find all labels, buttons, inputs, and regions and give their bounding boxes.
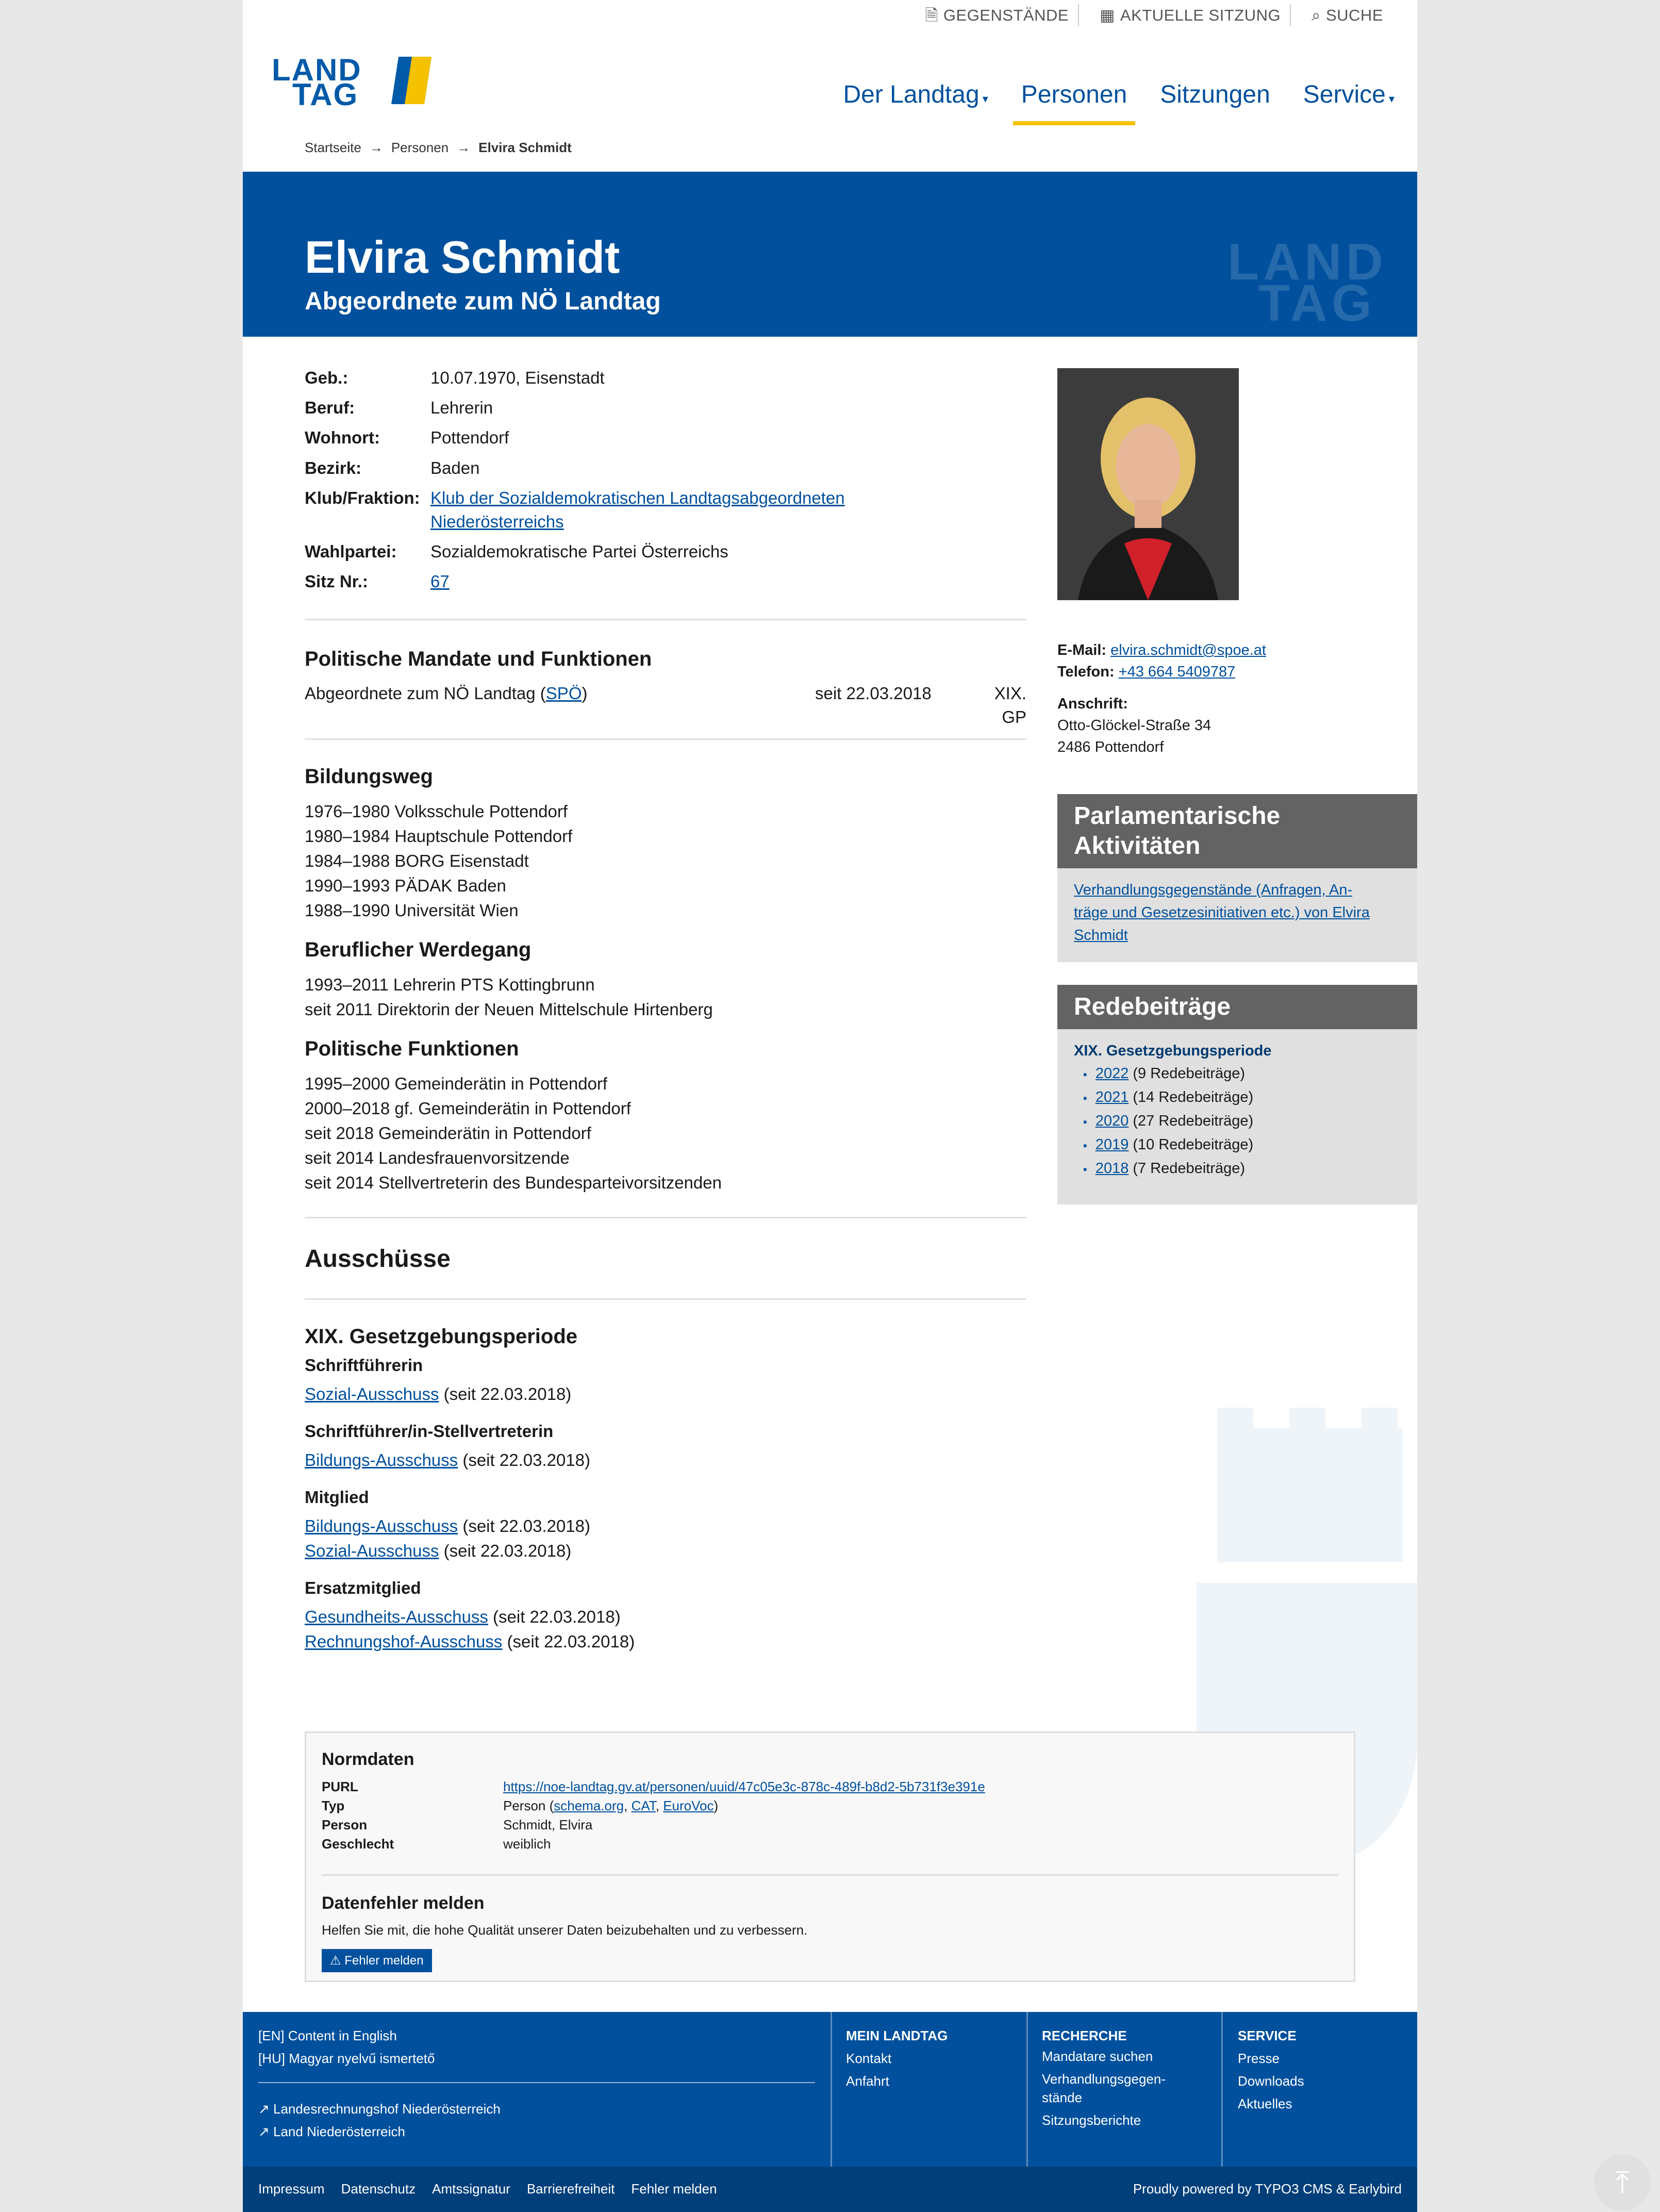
footer-link[interactable]: Mandatare suchen: [1042, 2049, 1153, 2064]
footer-divider: [1221, 2012, 1223, 2167]
email-link[interactable]: elvira.schmidt@spoe.at: [1110, 642, 1266, 658]
page-subtitle: Abgeordnete zum NÖ Landtag: [305, 288, 661, 315]
divider: [258, 2082, 815, 2083]
search-icon: ⌕: [1312, 6, 1321, 24]
arrow-up-icon: ⤒: [1615, 2165, 1630, 2200]
speech-year-item: ▪ 2022 (9 Redebeiträge): [1083, 1062, 1401, 1086]
committee-entry: Sozial-Ausschuss (seit 22.03.2018): [305, 1541, 572, 1560]
info-row-job: Beruf: Lehrerin: [305, 398, 493, 418]
education-item: 1980–1984 Hauptschule Pottendorf: [305, 827, 573, 846]
eurovoc-link[interactable]: EuroVoc: [663, 1797, 714, 1813]
utility-bar: [925, 4, 1392, 26]
portrait-illustration: [1057, 368, 1239, 600]
party-link[interactable]: SPÖ: [545, 684, 582, 703]
committee-role: Mitglied: [305, 1488, 369, 1507]
normdata-panel: [305, 1731, 1355, 1982]
section-title: Ausschüsse: [305, 1245, 451, 1273]
activities-title: Parlamentarische Aktivitäten: [1057, 794, 1417, 868]
footer-link[interactable]: Downloads: [1238, 2073, 1304, 2089]
section-title: Politische Mandate und Funktionen: [305, 648, 652, 670]
footer-divider: [1026, 2012, 1028, 2167]
topbar-current-session-link[interactable]: ▦ AKTUELLE SITZUNG: [1100, 4, 1291, 26]
functions-section: [305, 1034, 1026, 1195]
speeches-box: [1057, 985, 1417, 1204]
speeches-year-list: [1083, 1062, 1401, 1181]
logo-emblem-icon: [391, 57, 431, 104]
speech-year-item: ▪ 2020 (27 Redebeiträge): [1083, 1110, 1401, 1133]
error-report-title: Datenfehler melden: [322, 1893, 485, 1913]
footer-lang-en[interactable]: [EN] Content in English: [258, 2028, 397, 2043]
report-error-button[interactable]: ⚠ Fehler melden: [322, 1949, 432, 1973]
function-item: 1995–2000 Gemeinderätin in Pottendorf: [305, 1074, 608, 1093]
committee-role: Ersatzmitglied: [305, 1578, 421, 1597]
logo-text-tag: TAG: [292, 77, 359, 112]
committee-entry: Bildungs-Ausschuss (seit 22.03.2018): [305, 1516, 590, 1536]
divider: [305, 1298, 1026, 1300]
warning-icon: ⚠: [330, 1953, 345, 1968]
calendar-icon: ▦: [1100, 6, 1115, 24]
main-navigation: [843, 77, 1395, 123]
info-row-residence: Wohnort: Pottendorf: [305, 428, 509, 448]
info-row-birth: Geb.: 10.07.1970, Eisenstadt: [305, 368, 605, 387]
footer-lang-hu[interactable]: [HU] Magyar nyelvű ismertető: [258, 2051, 435, 2066]
breadcrumb-home[interactable]: Startseite: [305, 140, 361, 155]
divider: [305, 1217, 1026, 1218]
page-title: Elvira Schmidt: [305, 232, 620, 283]
committee-period: XIX. Gesetzgebungsperiode: [305, 1325, 578, 1348]
speech-year-item: ▪ 2021 (14 Redebeiträge): [1083, 1086, 1401, 1110]
committee-entry: Rechnungshof-Ausschuss (seit 22.03.2018): [305, 1632, 635, 1651]
legal-link[interactable]: Fehler melden: [631, 2181, 717, 2197]
section-title: Bildungsweg: [305, 765, 433, 788]
error-report-text: Helfen Sie mit, die hohe Qualität unserer Daten beizubehalten und zu verbessern.: [322, 1922, 808, 1938]
committees-section: [305, 1322, 1026, 1654]
legal-links: [258, 2180, 717, 2198]
footer-link[interactable]: Presse: [1238, 2051, 1280, 2066]
phone-link[interactable]: +43 664 5409787: [1118, 664, 1236, 681]
footer-ext-land[interactable]: ↗ Land Niederösterreich: [258, 2124, 405, 2139]
purl-link[interactable]: https://noe-landtag.gv.at/personen/uuid/47c05e3c-878c-489f-b8d2-5b731f3e391e: [503, 1778, 985, 1794]
info-row-seat: Sitz Nr.: 67: [305, 570, 1026, 593]
page: [243, 0, 1417, 2212]
function-item: seit 2018 Gemeinderätin in Pottendorf: [305, 1124, 591, 1143]
footer-links: [258, 2024, 820, 2143]
speeches-content: [1057, 1029, 1417, 1191]
education-item: 1990–1993 PÄDAK Baden: [305, 876, 506, 895]
mandates-section: [305, 645, 1026, 729]
external-link-icon: ↗: [258, 2124, 274, 2139]
speech-year-item: ▪ 2018 (7 Redebeiträge): [1083, 1157, 1401, 1181]
function-item: 2000–2018 gf. Gemeinderätin in Pottendorf: [305, 1099, 631, 1118]
footer-divider: [831, 2012, 832, 2167]
function-item: seit 2014 Stellvertreterin des Bundesparteivorsitzenden: [305, 1173, 722, 1192]
committee-entry: Bildungs-Ausschuss (seit 22.03.2018): [305, 1450, 590, 1470]
normdata-row-gender: Geschlecht weiblich: [322, 1836, 551, 1852]
legal-link[interactable]: Amtssignatur: [432, 2181, 510, 2197]
logo-text-land: LAND: [272, 53, 362, 87]
caret-down-icon: ▾: [1385, 92, 1395, 105]
committee-entry: Gesundheits-Ausschuss (seit 22.03.2018): [305, 1607, 621, 1626]
cat-link[interactable]: CAT: [631, 1797, 656, 1813]
person-info: [305, 366, 1026, 600]
section-title: Beruflicher Werdegang: [305, 938, 532, 961]
nav-personen[interactable]: Personen: [1021, 77, 1127, 123]
education-item: 1988–1990 Universität Wien: [305, 901, 519, 920]
activities-content: [1057, 868, 1417, 962]
breadcrumb-current: Elvira Schmidt: [478, 140, 572, 155]
caret-down-icon: ▾: [979, 92, 988, 105]
topbar-subjects-link[interactable]: 🗎 GEGENSTÄNDE: [925, 4, 1079, 26]
career-section: [305, 935, 1026, 1022]
seat-link[interactable]: 67: [430, 572, 450, 591]
footer-col-recherche: RECHERCHE Mandatare suchen Verhandlungsgegen- stände Sitzungsberichte: [1042, 2024, 1166, 2130]
club-link[interactable]: Klub der Sozialdemokratischen Landtagsabgeordneten Niederösterreichs: [430, 488, 845, 531]
external-link-icon: ↗: [258, 2101, 274, 2117]
footer-bottom-bar: [243, 2167, 1417, 2212]
activities-box: [1057, 794, 1417, 962]
breadcrumb-persons[interactable]: Personen: [391, 140, 449, 155]
contact-block: E-Mail: elvira.schmidt@spoe.at Telefon: +43 664 5409787 Anschrift: Otto-Glöckel-Straße 34 2486 Pottendorf: [1057, 639, 1266, 758]
committee-role: Schriftführerin: [305, 1356, 423, 1375]
speech-year-item: ▪ 2019 (10 Redebeiträge): [1083, 1133, 1401, 1157]
career-item: seit 2011 Direktorin der Neuen Mittelschule Hirtenberg: [305, 1000, 713, 1019]
normdata-row-type: Typ Person (schema.org, CAT, EuroVoc): [322, 1797, 719, 1813]
arrow-right-icon: →: [457, 140, 471, 155]
document-icon: 🗎: [925, 6, 938, 24]
mandate-row: Abgeordnete zum NÖ Landtag (SPÖ) seit 22.03.2018 XIX. GP: [305, 684, 1026, 727]
legal-link[interactable]: Barrierefreiheit: [526, 2181, 615, 2197]
divider: [322, 1874, 1338, 1876]
committee-entry: Sozial-Ausschuss (seit 22.03.2018): [305, 1384, 572, 1404]
breadcrumb: [305, 138, 572, 157]
education-section: [305, 762, 1026, 923]
address-city: 2486 Pottendorf: [1057, 739, 1164, 756]
schema-org-link[interactable]: schema.org: [554, 1797, 624, 1813]
divider: [305, 619, 1026, 620]
landtag-logo[interactable]: [272, 53, 431, 112]
normdata-title: Normdaten: [322, 1749, 414, 1769]
footer-link[interactable]: Verhandlungsgegen- stände: [1042, 2071, 1166, 2105]
normdata-row-person: Person Schmidt, Elvira: [322, 1817, 593, 1833]
speeches-period: XIX. Gesetzgebungsperiode: [1074, 1043, 1272, 1059]
footer-link[interactable]: Aktuelles: [1238, 2096, 1292, 2111]
career-item: 1993–2011 Lehrerin PTS Kottingbrunn: [305, 975, 595, 994]
info-row-party: Wahlpartei: Sozialdemokratische Partei Österreichs: [305, 542, 728, 562]
scroll-to-top-button[interactable]: [1594, 2154, 1651, 2211]
activities-link[interactable]: Verhandlungsgegenstände (Anfragen, An- träge und Gesetzesinitiativen etc.) von Elvira Schmidt: [1074, 882, 1370, 944]
powered-by: Proudly powered by TYPO3 CMS & Earlybird: [1133, 2181, 1402, 2197]
education-item: 1984–1988 BORG Eisenstadt: [305, 851, 529, 870]
normdata-row-purl: PURL https://noe-landtag.gv.at/personen/uuid/47c05e3c-878c-489f-b8d2-5b731f3e391e: [322, 1777, 1338, 1796]
nav-service[interactable]: Service ▾: [1303, 81, 1395, 108]
footer-link[interactable]: Kontakt: [846, 2051, 892, 2066]
speeches-title: Redebeiträge: [1057, 985, 1417, 1029]
education-item: 1976–1980 Volksschule Pottendorf: [305, 802, 568, 821]
nav-sitzungen[interactable]: Sitzungen: [1160, 81, 1270, 108]
portrait-photo: [1057, 368, 1239, 600]
function-item: seit 2014 Landesfrauenvorsitzende: [305, 1148, 570, 1167]
committees-heading: [305, 1242, 1026, 1284]
footer-col-mein-landtag: MEIN LANDTAG Kontakt Anfahrt: [846, 2024, 948, 2092]
footer-ext-rechnungshof[interactable]: ↗ Landesrechnungshof Niederösterreich: [258, 2101, 501, 2117]
address-street: Otto-Glöckel-Straße 34: [1057, 717, 1211, 734]
footer-link[interactable]: Sitzungsberichte: [1042, 2112, 1141, 2128]
arrow-right-icon: →: [369, 140, 383, 155]
footer-col-service: SERVICE Presse Downloads Aktuelles: [1238, 2024, 1304, 2115]
divider: [305, 738, 1026, 740]
legal-link[interactable]: Datenschutz: [341, 2181, 416, 2197]
hero-watermark: LAND TAG: [1227, 233, 1387, 332]
topbar-search-link[interactable]: ⌕ SUCHE: [1312, 4, 1392, 26]
footer: [243, 2012, 1417, 2167]
footer-link[interactable]: Anfahrt: [846, 2073, 889, 2089]
section-title: Politische Funktionen: [305, 1037, 519, 1060]
info-row-district: Bezirk: Baden: [305, 458, 480, 477]
info-row-club: Klub/Fraktion: Klub der Sozialdemokratischen Landtagsabgeordneten Niederösterreichs: [305, 486, 1026, 534]
legal-link[interactable]: Impressum: [258, 2181, 325, 2197]
hero-banner: [243, 172, 1417, 337]
nav-der-landtag[interactable]: Der Landtag ▾: [843, 81, 988, 108]
committee-role: Schriftführer/in-Stellvertreterin: [305, 1422, 554, 1441]
